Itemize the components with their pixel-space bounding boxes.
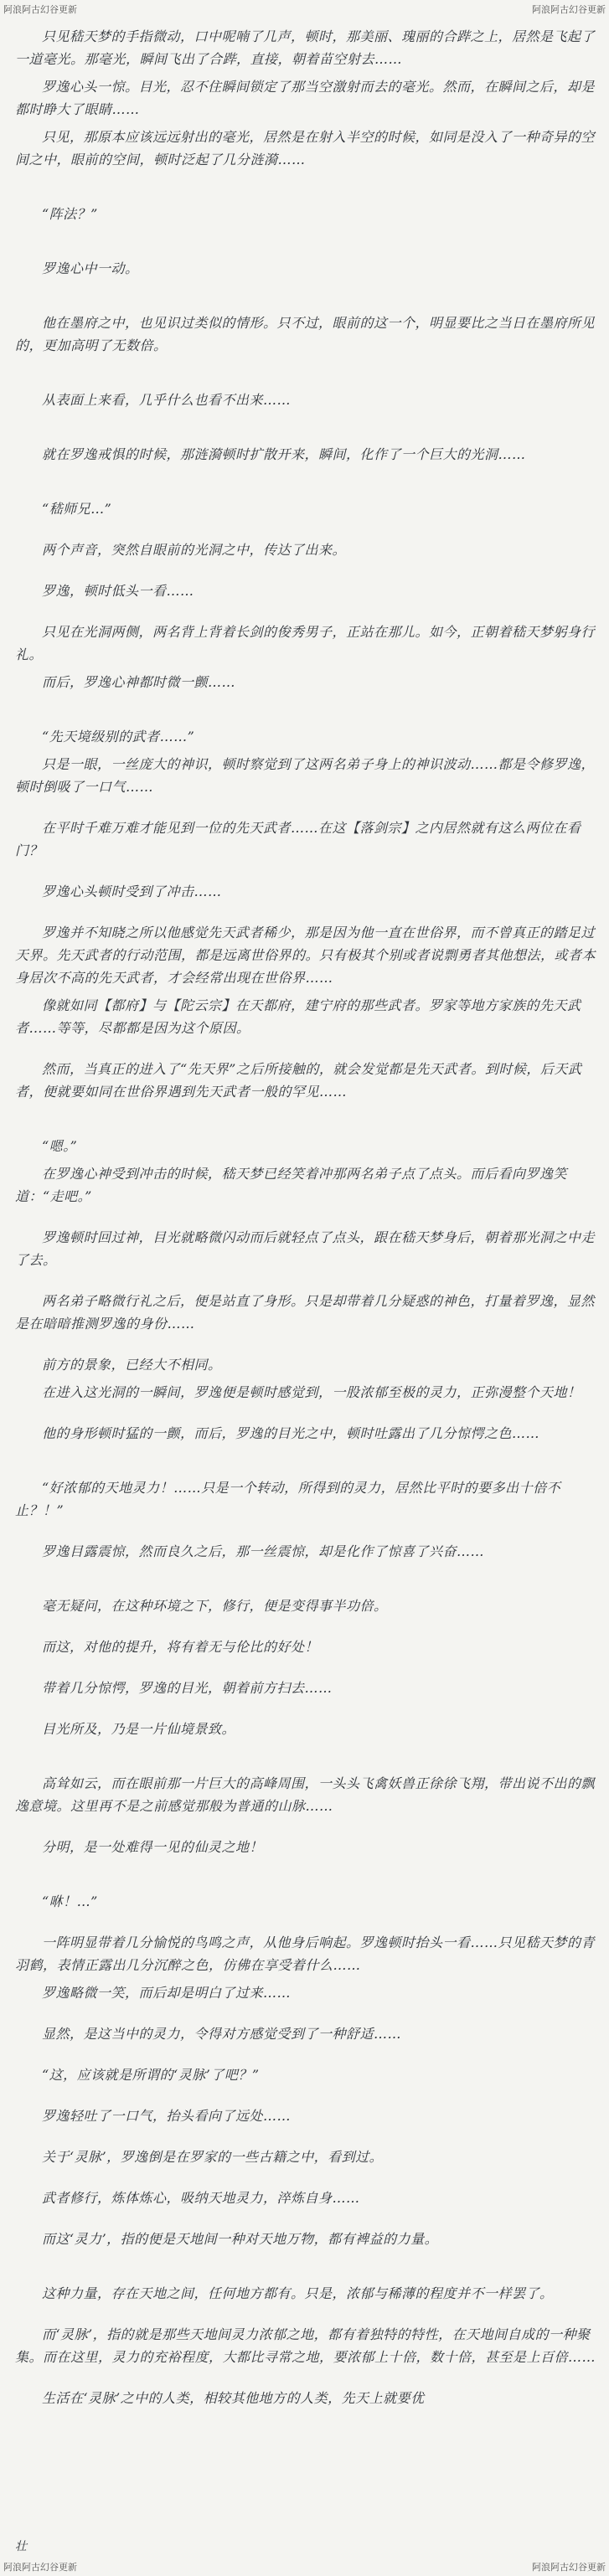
paragraph: 像就如同【都府】与【陀云宗】在天都府，建宁府的那些武者。罗家等地方家族的先天武者……等等，尽都都是因为这个原因。 [15, 997, 581, 1036]
paragraph: 一阵明显带着几分愉悦的鸟鸣之声，从他身后响起。罗逸顿时抬头一看……只见嵇天梦的青羽鹤，表情正露出几分沉醉之色，仿佛在享受着什么…… [15, 1935, 596, 1973]
paragraph: 从表面上来看，几乎什么也看不出来…… [42, 392, 292, 408]
paragraph: 前方的景象，已经大不相同。 [42, 1357, 222, 1373]
paragraph: 罗逸心头顿时受到了冲击…… [42, 884, 222, 899]
paragraph: 罗逸略微一笑，而后却是明白了过来…… [42, 1985, 292, 2001]
chapter-body [0, 20, 609, 2554]
paragraph: 而‘灵脉’，指的就是那些天地间灵力浓郁之地，都有着独特的特性，在天地间自成的一种聚集。而在这里，灵力的充裕程度，大都比寻常之地，要浓郁上十倍，数十倍，甚至是上百倍…… [15, 2326, 596, 2365]
paragraph: 只见嵇天梦的手指微动，口中呢喃了几声，顿时，那美丽、瑰丽的合跸之上，居然是飞起了一道毫光。那毫光，瞬间飞出了合跸，直接，朝着苗空射去…… [15, 28, 596, 67]
paragraph: 罗逸心头一惊。目光，忍不住瞬间锁定了那当空激射而去的毫光。然而，在瞬间之后，却是都时睁大了眼睛…… [15, 79, 596, 117]
paragraph: 分明，是一处难得一见的仙灵之地！ [42, 1839, 264, 1855]
paragraph: 罗逸并不知晓之所以他感觉先天武者稀少，那是因为他一直在世俗界，而不曾真正的踏足过天界。先天武者的行动范围，都是远离世俗界的。只有极其个别或者说剽勇者其他想法，或者本身居次不高的先天武者，才会经常出现在世俗界…… [15, 925, 596, 986]
paragraph: 在进入这光洞的一瞬间，罗逸便是顿时感觉到，一股浓郁至极的灵力，正弥漫整个天地！ [42, 1384, 581, 1400]
paragraph: “嵇师兄…” [42, 501, 112, 517]
page-header [0, 0, 609, 18]
paragraph: 关于‘灵脉’，罗逸倒是在罗家的一些古籍之中，看到过。 [42, 2149, 384, 2165]
paragraph: “这，应该就是所谓的‘灵脉’了吧？” [42, 2067, 260, 2083]
paragraph: 罗逸顿时回过神，目光就略微闪动而后就轻点了点头，跟在嵇天梦身后，朝着那光洞之中走了去。 [15, 1229, 596, 1268]
footer-right-text: 阿浪阿古幻谷更新 [532, 2562, 606, 2573]
paragraph: “咻！…” [42, 1893, 98, 1909]
trailing-fragment: 壮 [15, 2540, 27, 2553]
paragraph: 只见在光洞两侧，两名背上背着长剑的俊秀男子，正站在那儿。如今，正朝着嵇天梦躬身行礼。 [15, 624, 596, 662]
paragraph: 就在罗逸戒惧的时候，那涟漪顿时扩散开来，瞬间，化作了一个巨大的光洞…… [42, 446, 526, 462]
paragraph: 只见，那原本应该远远射出的毫光，居然是在射入半空的时候，如同是没入了一种奇异的空间之中，眼前的空间，顿时泛起了几分涟漪…… [15, 129, 596, 167]
paragraph: 两个声音，突然自眼前的光洞之中，传达了出来。 [42, 542, 347, 558]
paragraph: 在平时千难万难才能见到一位的先天武者……在这【落剑宗】之内居然就有这么两位在看门？ [15, 820, 581, 858]
paragraph: “好浓郁的天地灵力！……只是一个转动，所得到的灵力，居然比平时的要多出十倍不止？！” [15, 1480, 561, 1518]
paragraph: 目光所及，乃是一片仙境景致。 [42, 1721, 236, 1737]
paragraph: 只是一眼，一丝庞大的神识，顿时察觉到了这两名弟子身上的神识波动……都是令修罗逸，顿时倒吸了一口气…… [15, 756, 596, 795]
paragraph: 而这‘灵力’，指的便是天地间一种对天地万物，都有裨益的力量。 [42, 2231, 439, 2247]
paragraph: “嗯。” [42, 1138, 78, 1154]
paragraph: 两名弟子略微行礼之后，便是站直了身形。只是却带着几分疑惑的神色，打量着罗逸，显然是在暗暗推测罗逸的身份…… [15, 1293, 596, 1332]
paragraph: “先天境级别的武者……” [42, 729, 195, 744]
paragraph: 然而，当真正的进入了“先天界”之后所接触的，就会发觉都是先天武者。到时候，后天武者，便就要如同在世俗界遇到先天武者一般的罕见…… [15, 1061, 582, 1100]
paragraph: 而这，对他的提升，将有着无与伦比的好处！ [42, 1639, 319, 1655]
paragraph: 罗逸目露震惊，然而良久之后，那一丝震惊，却是化作了惊喜了兴奋…… [42, 1543, 485, 1559]
paragraph: 毫无疑问，在这种环境之下，修行，便是变得事半功倍。 [42, 1598, 388, 1614]
paragraph: 罗逸轻吐了一口气，抬头看向了远处…… [42, 2108, 292, 2124]
paragraph: 高耸如云，而在眼前那一片巨大的高峰周围，一头头飞禽妖兽正徐徐飞翔，带出说不出的飘逸意境。这里再不是之前感觉那般为普通的山脉…… [15, 1775, 596, 1814]
paragraph: 罗逸，顿时低头一看…… [42, 583, 194, 599]
paragraph: 罗逸心中一动。 [42, 260, 139, 276]
paragraph: 武者修行，炼体炼心，吸纳天地灵力，淬炼自身…… [42, 2190, 360, 2206]
paragraph: 他在墨府之中，也见识过类似的情形。只不过，眼前的这一个，明显要比之当日在墨府所见的，更加高明了无数倍。 [15, 315, 596, 353]
header-right-text: 阿浪阿古幻谷更新 [532, 4, 606, 15]
paragraph: “阵法？” [42, 206, 98, 222]
paragraph: 这种力量，存在天地之间，任何地方都有。只是，浓郁与稀薄的程度并不一样罢了。 [42, 2285, 554, 2301]
paragraph: 而后，罗逸心神都时微一颤…… [42, 674, 236, 690]
paragraph: 显然，是这当中的灵力，令得对方感觉受到了一种舒适…… [42, 2026, 402, 2042]
paragraph: 生活在‘灵脉’之中的人类，相较其他地方的人类，先天上就要优 [42, 2390, 425, 2406]
paragraph: 他的身形顿时猛的一颤，而后，罗逸的目光之中，顿时吐露出了几分惊愕之色…… [42, 1425, 540, 1441]
paragraph: 带着几分惊愕，罗逸的目光，朝着前方扫去…… [42, 1680, 333, 1696]
page-footer [0, 2558, 609, 2576]
paragraph: 在罗逸心神受到冲击的时候，嵇天梦已经笑着冲那两名弟子点了点头。而后看向罗逸笑道：“走吧。” [15, 1166, 568, 1204]
header-left-text: 阿浪阿古幻谷更新 [3, 4, 77, 15]
footer-left-text: 阿浪阿古幻谷更新 [3, 2562, 77, 2573]
